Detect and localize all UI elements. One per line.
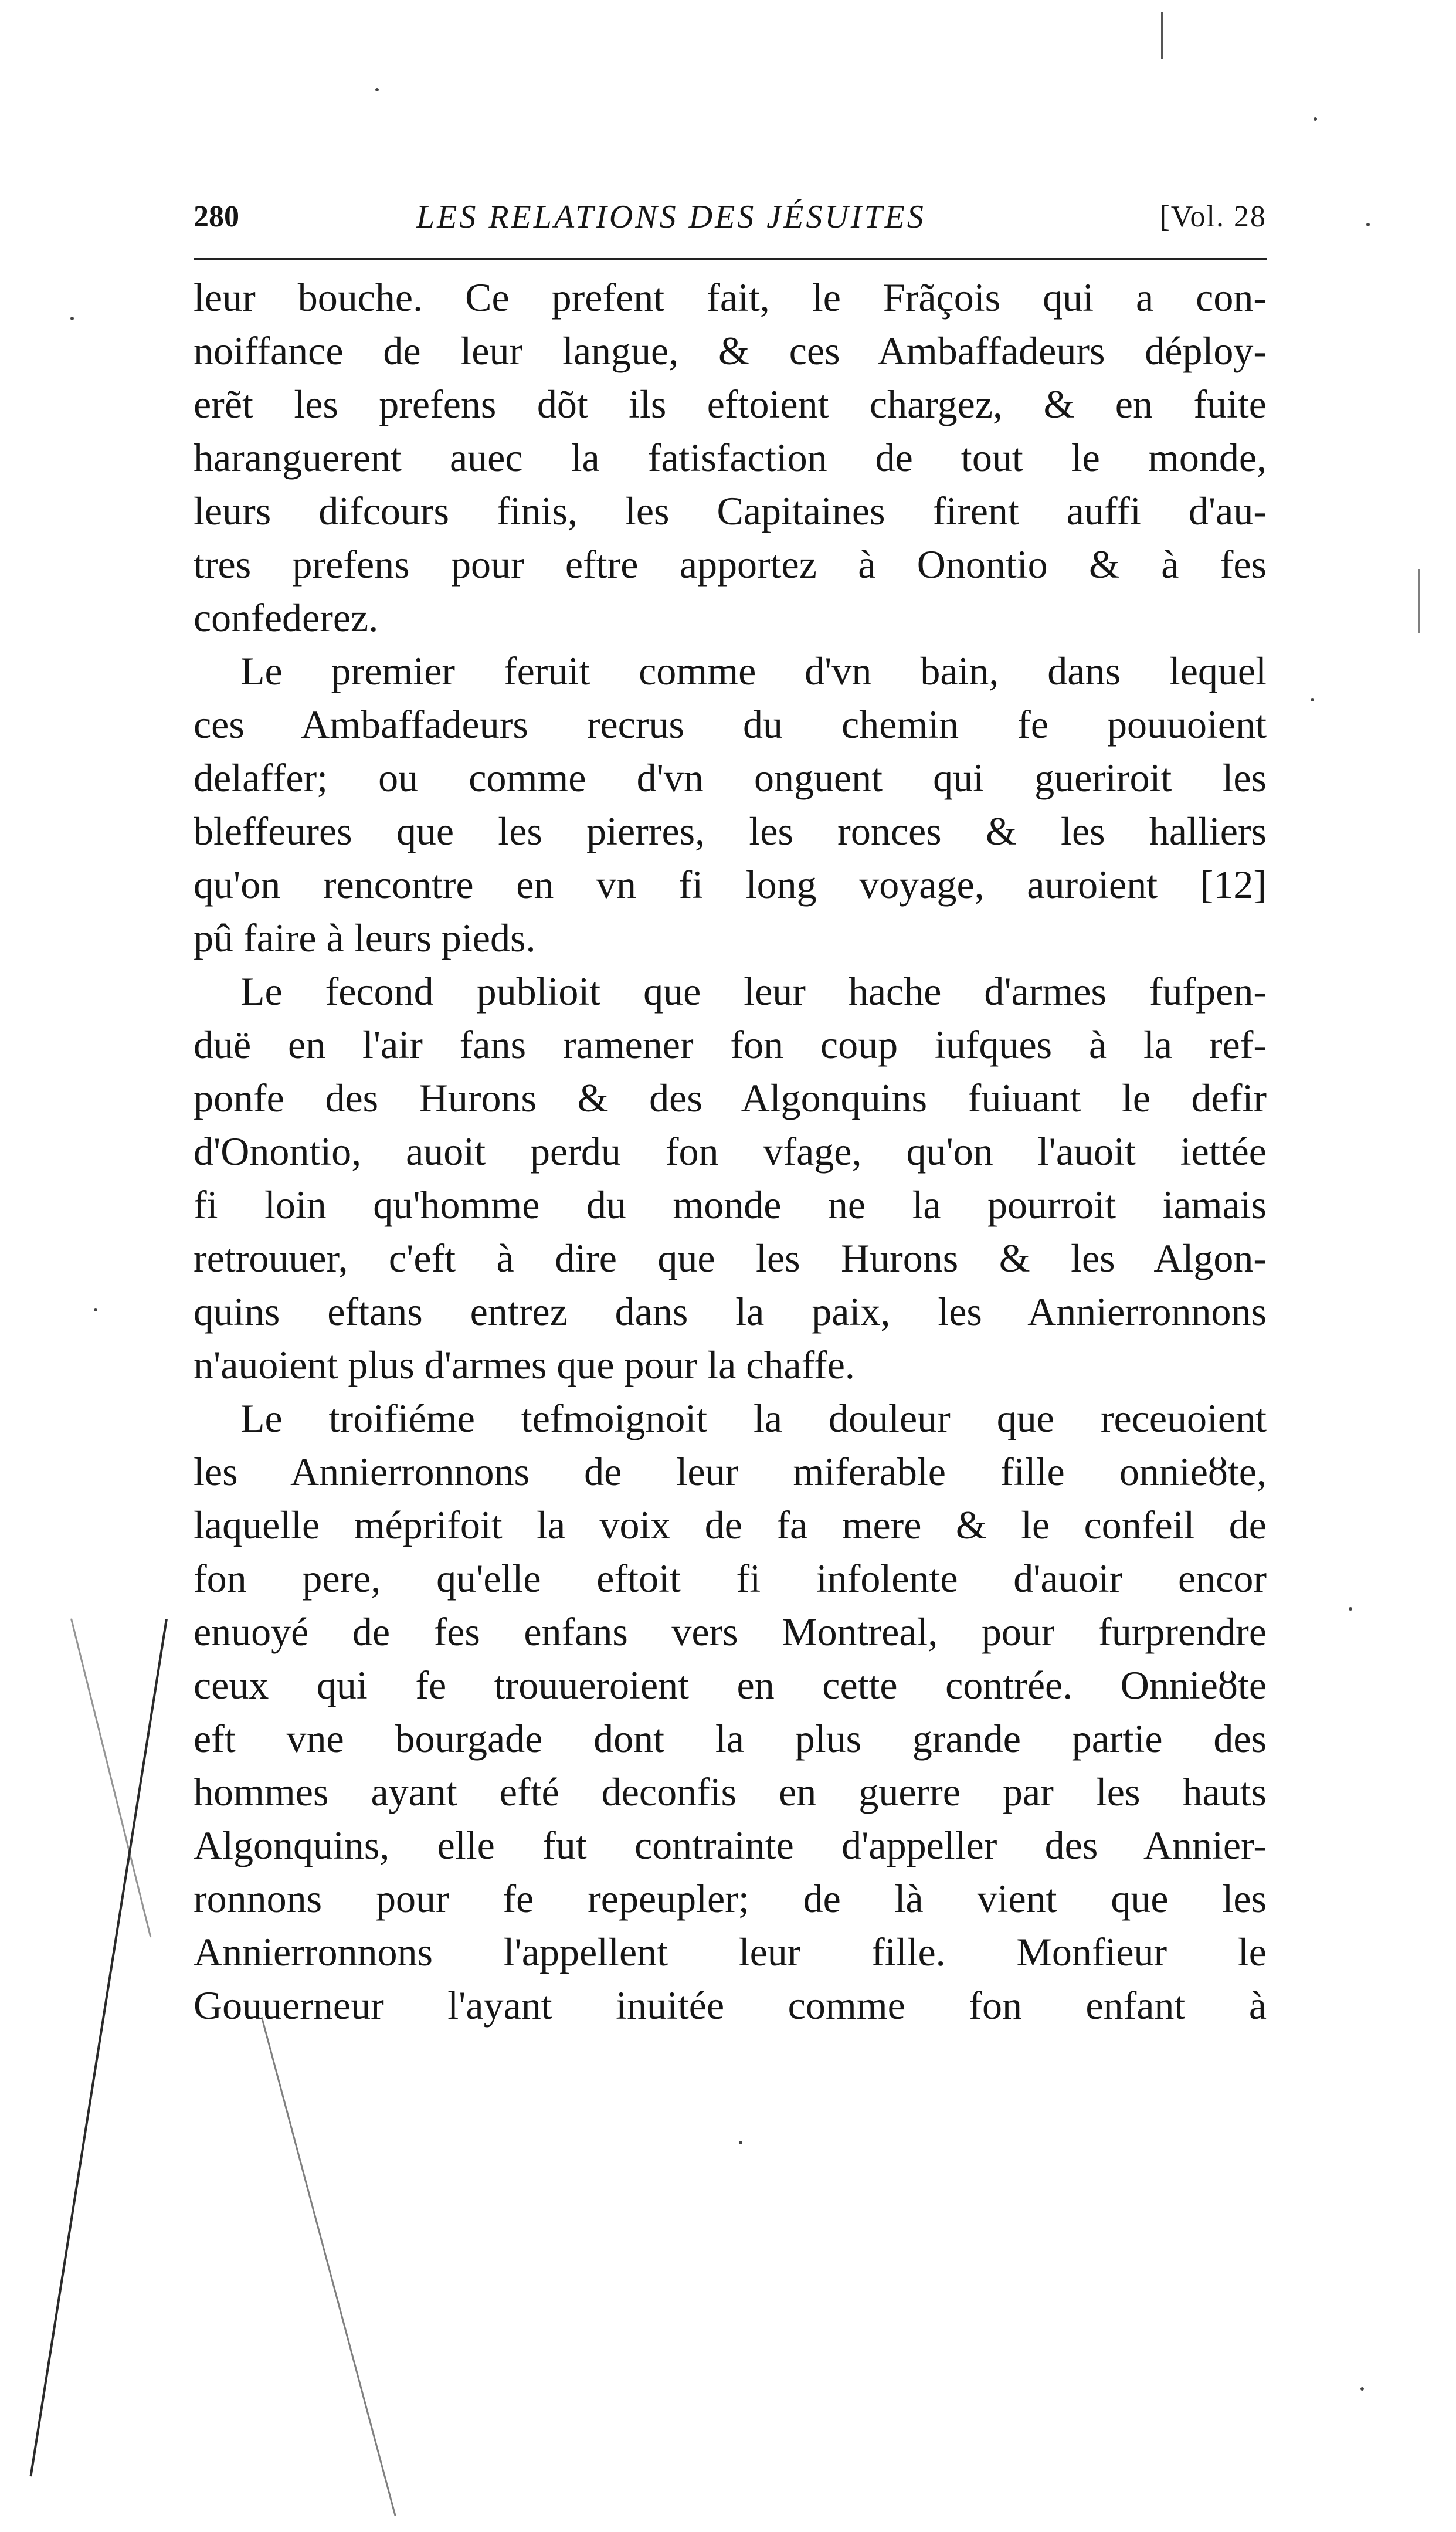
text-line: Le premier feruit comme d'vn bain, dans lequel <box>240 649 1267 693</box>
text-line: tres prefens pour eftre apportez à Onontio & à fes <box>194 542 1267 587</box>
header-rule <box>194 258 1267 260</box>
running-title: LES RELATIONS DES JÉSUITES <box>416 199 926 235</box>
paragraph <box>194 271 1267 645</box>
scan-fleck <box>1360 2387 1364 2391</box>
text-line: Gouuerneur l'ayant inuitée comme fon enfant à <box>194 1983 1267 2028</box>
text-line: fi loin qu'homme du monde ne la pourroit iamais <box>194 1182 1267 1227</box>
text-line: pû faire à leurs pieds. <box>194 916 536 960</box>
paragraph <box>194 645 1267 965</box>
text-line: quins eftans entrez dans la paix, les Annierronnons <box>194 1289 1267 1334</box>
text-line: ceux qui fe trouueroient en cette contrée. Onnieȣte <box>194 1663 1267 1707</box>
text-line: Le troifiéme tefmoignoit la douleur que receuoient <box>240 1396 1267 1440</box>
scan-mark-right <box>1418 569 1420 633</box>
scan-mark-left-short <box>70 1618 151 1937</box>
text-line: Algonquins, elle fut contrainte d'appeller des Annier- <box>194 1823 1267 1867</box>
text-line: confederez. <box>194 595 379 640</box>
text-line: haranguerent auec la fatisfaction de tout le monde, <box>194 435 1267 480</box>
page-number: 280 <box>194 200 239 233</box>
text-line: leur bouche. Ce prefent fait, le Frãçois qui a con- <box>194 275 1267 320</box>
text-line: ronnons pour fe repeupler; de là vient que les <box>194 1876 1267 1921</box>
text-line: ponfe des Hurons & des Algonquins fuiuant le defir <box>194 1076 1267 1120</box>
text-line: ces Ambaffadeurs recrus du chemin fe pouuoient <box>194 702 1267 747</box>
text-line: eft vne bourgade dont la plus grande partie des <box>194 1716 1267 1761</box>
scan-mark-lower <box>261 2017 396 2516</box>
text-line: Annierronnons l'appellent leur fille. Monfieur le <box>194 1930 1267 1974</box>
scan-fleck <box>1366 223 1370 226</box>
scan-mark-top <box>1161 12 1163 59</box>
scan-fleck <box>70 317 74 320</box>
scan-fleck <box>1314 117 1317 121</box>
text-line: qu'on rencontre en vn fi long voyage, auroient [12] <box>194 862 1267 907</box>
scan-fleck <box>1349 1607 1352 1611</box>
text-line: leurs difcours finis, les Capitaines firent auffi d'au- <box>194 489 1267 533</box>
text-line: enuoyé de fes enfans vers Montreal, pour furprendre <box>194 1609 1267 1654</box>
scan-fleck <box>375 88 379 91</box>
text-line: n'auoient plus d'armes que pour la chaffe. <box>194 1343 855 1387</box>
text-line: hommes ayant efté deconfis en guerre par les hauts <box>194 1770 1267 1814</box>
body-text <box>194 271 1267 2032</box>
paragraph <box>194 965 1267 1392</box>
scan-mark-left-long <box>29 1619 167 2476</box>
text-line: retrouuer, c'eft à dire que les Hurons & les Algon- <box>194 1236 1267 1280</box>
text-line: delaffer; ou comme d'vn onguent qui gueriroit les <box>194 755 1267 800</box>
text-line: bleffeures que les pierres, les ronces & les halliers <box>194 809 1267 853</box>
running-head <box>194 194 1267 240</box>
text-line: d'Onontio, auoit perdu fon vfage, qu'on l'auoit iettée <box>194 1129 1267 1174</box>
scan-fleck <box>739 2141 742 2144</box>
volume-mark: [Vol. 28 <box>1159 200 1267 233</box>
text-line: duë en l'air fans ramener fon coup iufques à la ref- <box>194 1022 1267 1067</box>
text-line: fon pere, qu'elle eftoit fi infolente d'auoir encor <box>194 1556 1267 1601</box>
text-line: laquelle méprifoit la voix de fa mere & le confeil de <box>194 1503 1267 1547</box>
scan-fleck <box>94 1308 97 1311</box>
text-line: erẽt les prefens dõt ils eftoient chargez, & en fuite <box>194 382 1267 426</box>
text-line: Le fecond publioit que leur hache d'armes fufpen- <box>240 969 1267 1014</box>
paragraph <box>194 1392 1267 2032</box>
text-line: noiffance de leur langue, & ces Ambaffadeurs déploy- <box>194 328 1267 373</box>
scan-fleck <box>1311 698 1314 701</box>
text-line: les Annierronnons de leur miferable fille onnieȣte, <box>194 1449 1267 1494</box>
